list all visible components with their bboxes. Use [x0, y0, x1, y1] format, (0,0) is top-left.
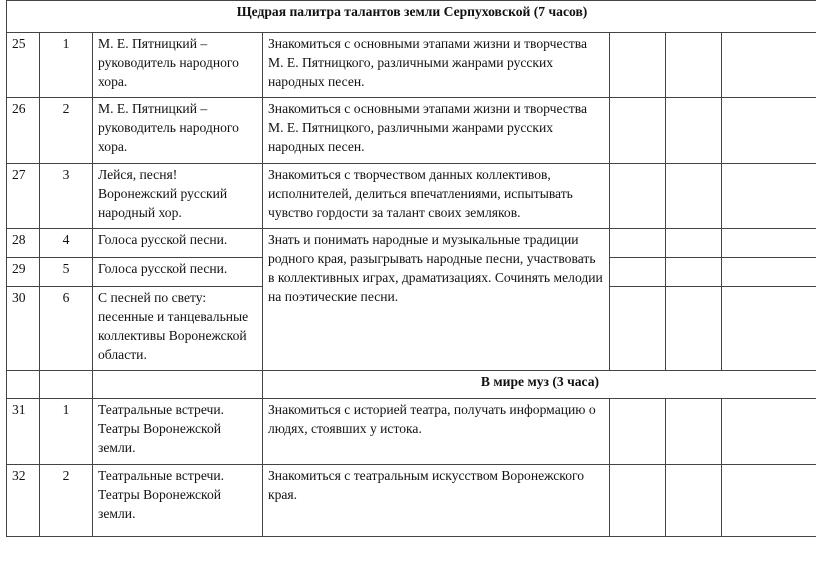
empty-cell	[666, 33, 722, 98]
lesson-number: 29	[7, 258, 40, 287]
lesson-plan-table	[6, 0, 816, 537]
lesson-sub-number: 5	[40, 258, 93, 287]
lesson-goal: Знакомиться с основными этапами жизни и творчества М. Е. Пятницкого, различными жанрами русских народных песен.	[263, 98, 610, 164]
empty-cell	[722, 287, 816, 371]
lesson-sub-number: 2	[40, 465, 93, 537]
lesson-number: 32	[7, 465, 40, 537]
empty-cell	[666, 164, 722, 229]
empty-cell	[610, 98, 666, 164]
empty-cell	[722, 33, 816, 98]
table-row	[7, 229, 816, 258]
empty-cell	[722, 399, 816, 465]
empty-cell	[93, 371, 263, 399]
empty-cell	[610, 33, 666, 98]
section-title: Щедрая палитра талантов земли Серпуховской (7 часов)	[7, 1, 816, 33]
lesson-goal: Знать и понимать народные и музыкальные традиции родного края, разыгрывать народные песни, участвовать в коллективных играх, драматизациях. Сочинять мелодии на поэтические песни.	[263, 229, 610, 371]
lesson-topic: М. Е. Пятницкий – руководитель народного хора.	[93, 33, 263, 98]
lesson-topic: Голоса русской песни.	[93, 229, 263, 258]
empty-cell	[666, 98, 722, 164]
lesson-number: 28	[7, 229, 40, 258]
table-row	[7, 33, 816, 98]
lesson-topic: Театральные встречи. Театры Воронежской земли.	[93, 465, 263, 537]
empty-cell	[722, 465, 816, 537]
lesson-topic: Лейся, песня! Воронежский русский народный хор.	[93, 164, 263, 229]
empty-cell	[610, 164, 666, 229]
lesson-goal: Знакомиться с творчеством данных коллективов, исполнителей, делиться впечатлениями, испытывать чувство гордости за талант своих земляков.	[263, 164, 610, 229]
lesson-sub-number: 6	[40, 287, 93, 371]
lesson-topic: С песней по свету: песенные и танцевальные коллективы Воронежской области.	[93, 287, 263, 371]
table-row	[7, 465, 816, 537]
empty-cell	[40, 371, 93, 399]
lesson-sub-number: 1	[40, 33, 93, 98]
empty-cell	[666, 229, 722, 258]
empty-cell	[722, 164, 816, 229]
lesson-number: 27	[7, 164, 40, 229]
lesson-number: 31	[7, 399, 40, 465]
empty-cell	[610, 287, 666, 371]
empty-cell	[666, 258, 722, 287]
empty-cell	[666, 287, 722, 371]
lesson-goal: Знакомиться с историей театра, получать информацию о людях, стоявших у истока.	[263, 399, 610, 465]
table-row	[7, 399, 816, 465]
empty-cell	[610, 465, 666, 537]
table-row	[7, 164, 816, 229]
lesson-number: 26	[7, 98, 40, 164]
section-header-row	[7, 1, 816, 33]
lesson-goal: Знакомиться с основными этапами жизни и творчества М. Е. Пятницкого, различными жанрами русских народных песен.	[263, 33, 610, 98]
table-row	[7, 98, 816, 164]
lesson-number: 25	[7, 33, 40, 98]
empty-cell	[722, 98, 816, 164]
lesson-goal: Знакомиться с театральным искусством Воронежского края.	[263, 465, 610, 537]
empty-cell	[610, 399, 666, 465]
lesson-topic: М. Е. Пятницкий – руководитель народного хора.	[93, 98, 263, 164]
lesson-sub-number: 4	[40, 229, 93, 258]
empty-cell	[666, 399, 722, 465]
empty-cell	[610, 258, 666, 287]
section-header-row	[7, 371, 816, 399]
empty-cell	[722, 258, 816, 287]
lesson-topic: Театральные встречи. Театры Воронежской земли.	[93, 399, 263, 465]
empty-cell	[666, 465, 722, 537]
lesson-number: 30	[7, 287, 40, 371]
empty-cell	[722, 229, 816, 258]
empty-cell	[610, 229, 666, 258]
lesson-sub-number: 1	[40, 399, 93, 465]
empty-cell	[7, 371, 40, 399]
lesson-sub-number: 2	[40, 98, 93, 164]
lesson-topic: Голоса русской песни.	[93, 258, 263, 287]
lesson-sub-number: 3	[40, 164, 93, 229]
section-title: В мире муз (3 часа)	[263, 371, 816, 399]
